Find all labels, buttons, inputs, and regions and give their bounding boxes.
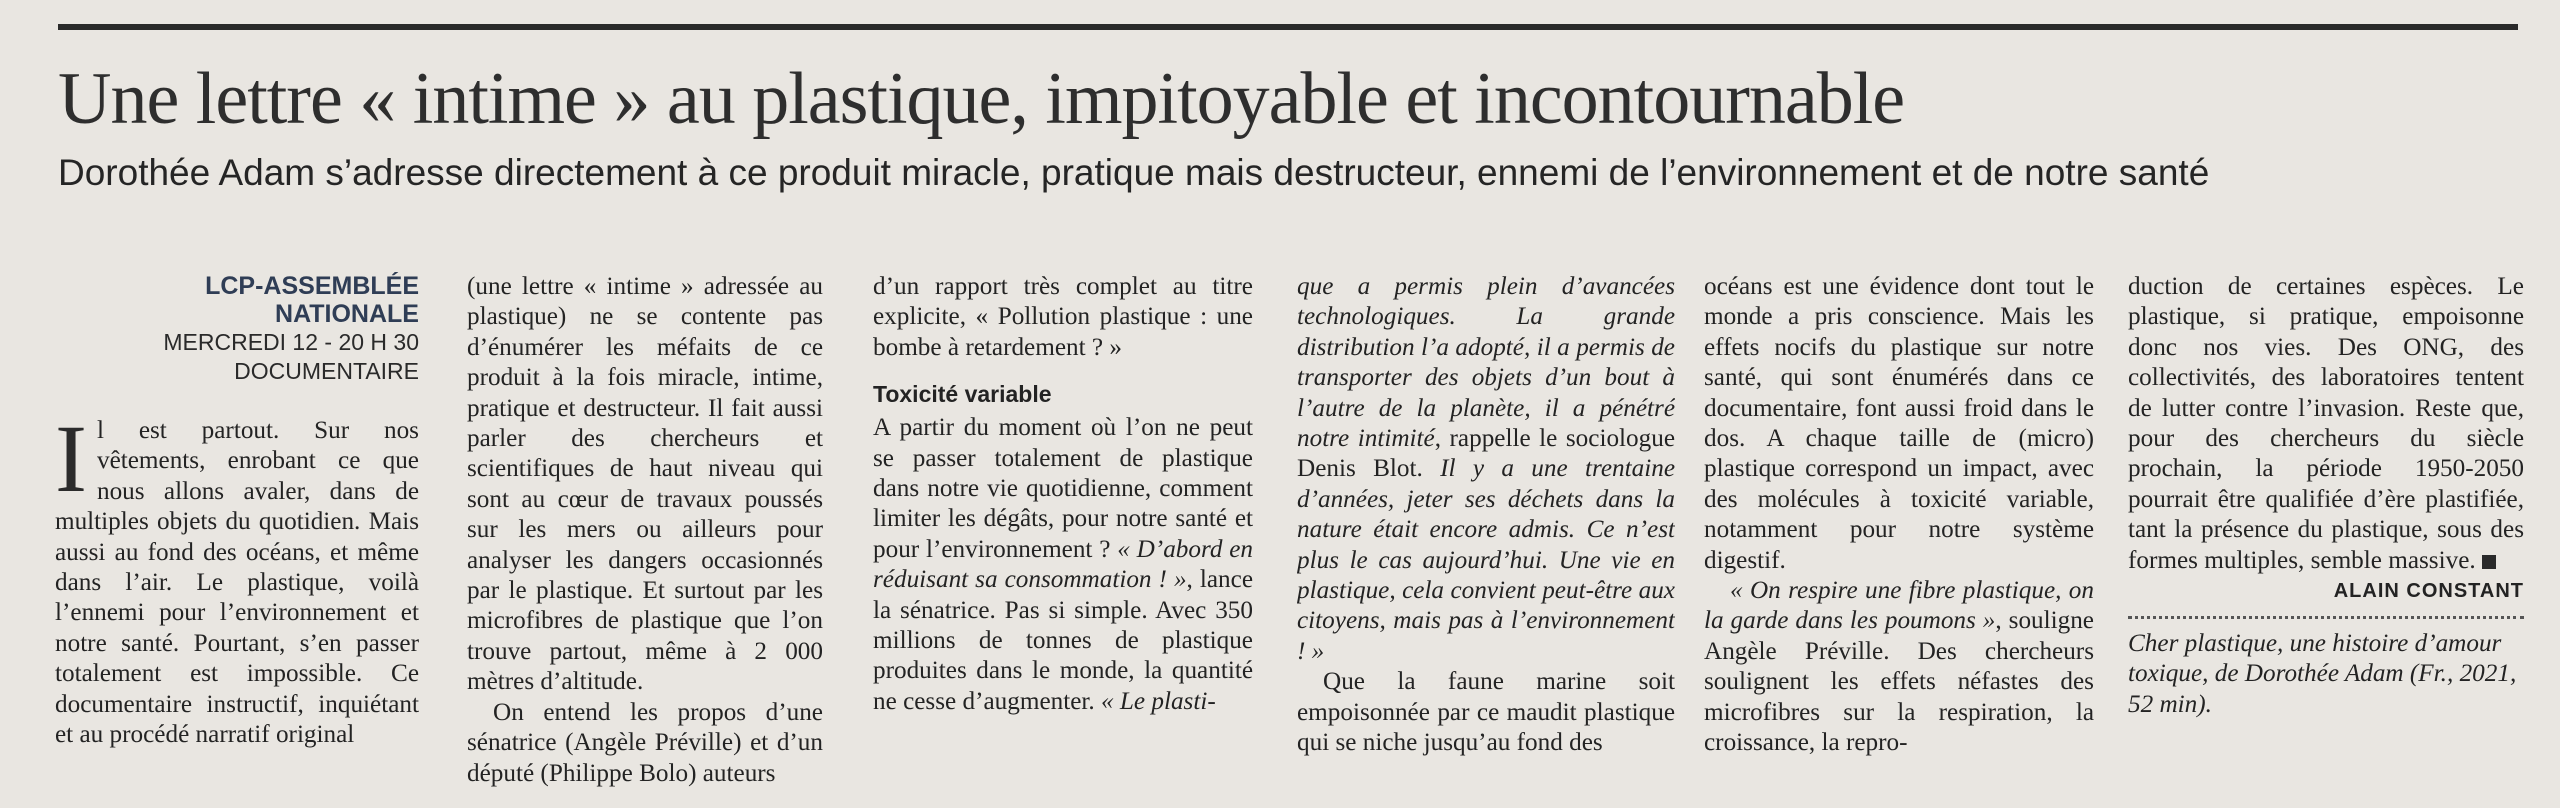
text-run: , souligne Angèle Préville. Des chercheurs soulignent les effets néfastes des microfibres sur la respiration, la croissance, la repro- (1704, 607, 2094, 757)
lead-text: l est partout. Sur nos vêtements, enrobant ce que nous allons avaler, dans de multiples objets du quotidien. Mais aussi au fond des océans, et même dans l’air. Le plastique, voilà l’ennemi pour l’environnement et notre santé. Pourtant, s’en passer totalement est impossible. Ce documentaire instructif, inquiétant et au procédé narratif original (55, 417, 419, 749)
subheadline: Dorothée Adam s’adresse directement à ce produit miracle, pratique mais destructeur, ennemi de l’environnement et de notre santé (58, 152, 2210, 193)
drop-cap: I (55, 405, 87, 512)
text-run: A partir du moment où l’on ne peut se passer totalement de plastique dans notre vie quotidienne, comment limiter les dégâts, pour notre santé et pour l’environnement ? (873, 414, 1253, 563)
channel-name-line2: NATIONALE (275, 300, 419, 328)
broadcast-time: MERCREDI 12 - 20 H 30 (163, 329, 419, 355)
film-credit (2128, 629, 2524, 720)
film-title: Cher plastique, une histoire d’amour toxique (2128, 630, 2502, 688)
quote: que a permis plein d’avancées technologiques. La grande distribution l’a adopté, il a permis de transporter des objets d’un bout à l’autre de la planète, il a pénétré notre intimité (1297, 273, 1675, 453)
paragraph: d’un rapport très complet au titre explicite, « Pollution plastique : une bombe à retardement ? » (873, 273, 1253, 361)
lead-paragraph (55, 405, 419, 750)
paragraph (2128, 272, 2524, 576)
section-subtitle: Toxicité variable (873, 381, 1052, 408)
paragraph (873, 413, 1253, 717)
film-details: , de Dorothée Adam (Fr., 2021, 52 min). (2128, 660, 2517, 718)
program-genre: DOCUMENTAIRE (234, 358, 419, 384)
paragraph: (une lettre « intime » adressée au plastique) ne se contente pas d’énumérer les méfaits de ce produit à la fois miracle, intime, pratique et destructeur. Il fait aussi parler des chercheurs et scientifiques de haut niveau qui sont au cœur de travaux poussés sur les mers ou ailleurs pour analyser les dangers occasionnés par le plastique. Et surtout par les microfibres de plastique que l’on trouve partout, même à 2 000 mètres d’altitude. (467, 273, 823, 696)
paragraph: On entend les propos d’une sénatrice (Angèle Préville) et d’un député (Philippe Bolo) auteurs (467, 698, 823, 787)
end-of-article-mark (2482, 555, 2496, 569)
author-byline: ALAIN CONSTANT (2333, 580, 2524, 603)
quote: « Le plasti- (1101, 687, 1216, 715)
column-1 (55, 272, 419, 792)
paragraph: Que la faune marine soit empoisonnée par ce maudit plastique qui se niche jusqu’au fond des (1297, 668, 1675, 757)
top-rule (58, 24, 2518, 30)
paragraph (1704, 576, 2094, 758)
broadcast-info (55, 272, 419, 386)
column-6 (2128, 272, 2524, 792)
paragraph: océans est une évidence dont tout le monde a pris conscience. Mais les effets nocifs du plastique sur notre santé, qui sont énumérés dans ce documentaire, font aussi froid dans le dos. A chaque taille de (micro) plastique correspond un impact, avec des molécules à toxicité variable, notamment pour notre système digestif. (1704, 273, 2094, 574)
dotted-separator (2128, 616, 2524, 619)
column-4 (1297, 272, 1675, 792)
channel-name-line1: LCP-ASSEMBLÉE (205, 272, 419, 300)
headline: Une lettre « intime » au plastique, impitoyable et incontournable (58, 58, 1905, 140)
column-3 (873, 272, 1253, 792)
quote: « D’abord en réduisant sa consommation ! » (873, 535, 1253, 594)
column-2 (467, 272, 823, 792)
column-5 (1704, 272, 2094, 792)
text-run: , rappelle le sociologue Denis Blot. (1297, 425, 1675, 483)
text-run: , lance la sénatrice. Pas si simple. Avec 350 millions de tonnes de plastique produites dans le monde, la quantité ne cesse d’augmenter. (873, 566, 1253, 715)
quote: Il y a une trentaine d’années, jeter ses déchets dans la nature était encore admis. Ce n’est plus le cas aujourd’hui. Une vie en plastique, cela convient peut-être aux citoyens, mais pas à l’environnement ! » (1297, 455, 1675, 665)
text-run: duction de certaines espèces. Le plastique, si pratique, empoisonne donc nos vies. Des ONG, des collectivités, des laboratoires tentent de lutter contre l’invasion. Reste que, pour des chercheurs du siècle prochain, la période 1950-2050 pourrait être qualifiée d’ère plastifiée, tant la présence du plastique, sous des formes multiples, semble massive. (2128, 273, 2524, 574)
quote: « On respire une fibre plastique, on la garde dans les poumons » (1704, 577, 2094, 635)
paragraph (1297, 272, 1675, 667)
